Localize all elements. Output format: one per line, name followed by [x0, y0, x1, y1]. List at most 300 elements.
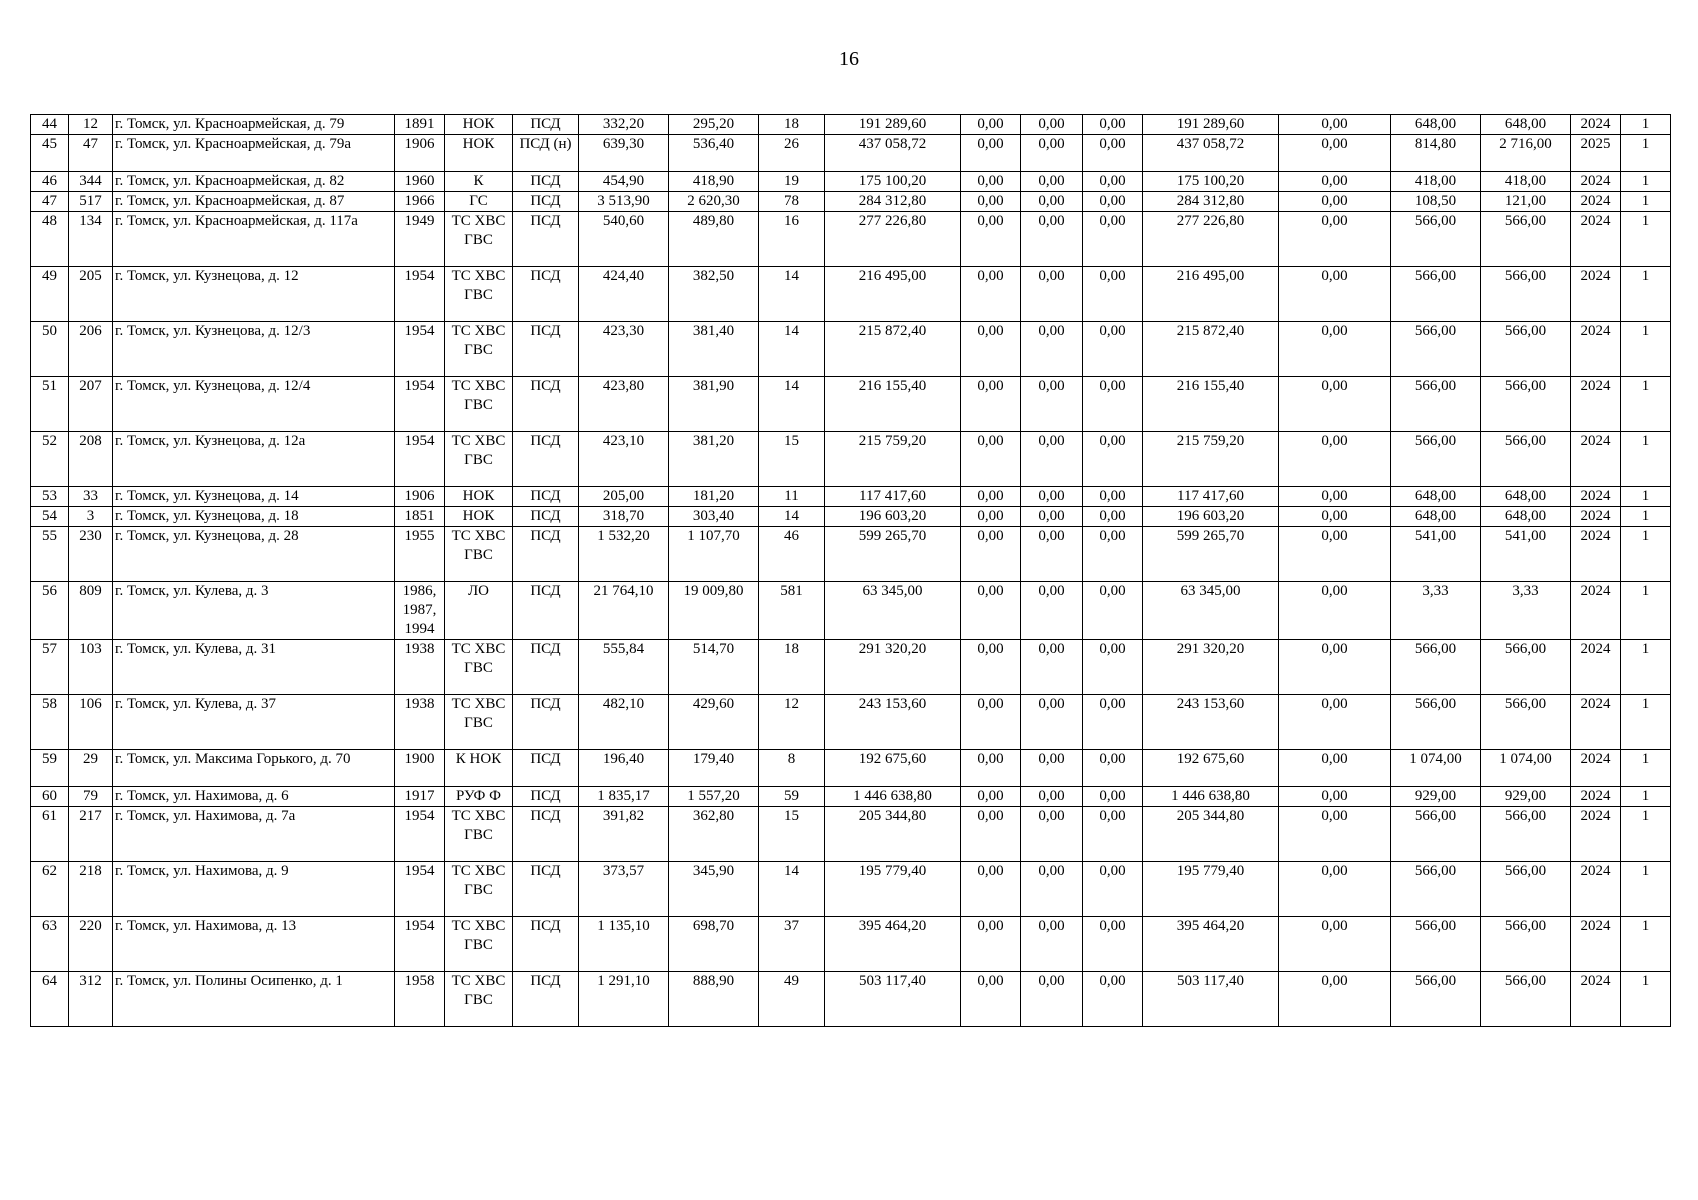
- residents-count: 26: [759, 135, 825, 172]
- table-row: [31, 487, 1671, 507]
- address: г. Томск, ул. Нахимова, д. 9: [113, 862, 395, 917]
- row-number: 50: [31, 322, 69, 377]
- unit-cost-1: 566,00: [1391, 807, 1481, 862]
- fund-3: 0,00: [1083, 115, 1143, 135]
- living-area: 418,90: [669, 172, 759, 192]
- address: г. Томск, ул. Красноармейская, д. 82: [113, 172, 395, 192]
- system-type: ТС ХВС ГВС: [445, 640, 513, 695]
- system-type: ТС ХВС ГВС: [445, 917, 513, 972]
- build-year: 1900: [395, 750, 445, 787]
- total-cost: 191 289,60: [825, 115, 961, 135]
- owner-funds: 191 289,60: [1143, 115, 1279, 135]
- document-type: ПСД: [513, 322, 579, 377]
- unit-cost-1: 814,80: [1391, 135, 1481, 172]
- system-type: ТС ХВС ГВС: [445, 807, 513, 862]
- document-type: ПСД: [513, 787, 579, 807]
- address: г. Томск, ул. Нахимова, д. 13: [113, 917, 395, 972]
- fund-4: 0,00: [1279, 192, 1391, 212]
- total-area: 1 532,20: [579, 527, 669, 582]
- plan-year: 2024: [1571, 972, 1621, 1027]
- residents-count: 11: [759, 487, 825, 507]
- build-year: 1954: [395, 917, 445, 972]
- table-row: [31, 582, 1671, 640]
- plan-year: 2024: [1571, 115, 1621, 135]
- total-cost: 63 345,00: [825, 582, 961, 640]
- row-number: 59: [31, 750, 69, 787]
- row-number: 51: [31, 377, 69, 432]
- living-area: 381,90: [669, 377, 759, 432]
- document-type: ПСД: [513, 267, 579, 322]
- plan-year: 2024: [1571, 917, 1621, 972]
- unit-cost-2: 566,00: [1481, 695, 1571, 750]
- total-area: 482,10: [579, 695, 669, 750]
- owner-funds: 215 872,40: [1143, 322, 1279, 377]
- plan-year: 2024: [1571, 695, 1621, 750]
- object-id: 809: [69, 582, 113, 640]
- build-year: 1954: [395, 862, 445, 917]
- owner-funds: 291 320,20: [1143, 640, 1279, 695]
- build-year: 1938: [395, 695, 445, 750]
- plan-year: 2024: [1571, 172, 1621, 192]
- fund-1: 0,00: [961, 507, 1021, 527]
- living-area: 19 009,80: [669, 582, 759, 640]
- fund-1: 0,00: [961, 527, 1021, 582]
- unit-cost-2: 566,00: [1481, 377, 1571, 432]
- fund-1: 0,00: [961, 135, 1021, 172]
- system-type: НОК: [445, 115, 513, 135]
- fund-3: 0,00: [1083, 750, 1143, 787]
- unit-cost-2: 566,00: [1481, 917, 1571, 972]
- plan-year: 2024: [1571, 212, 1621, 267]
- object-id: 12: [69, 115, 113, 135]
- residents-count: 14: [759, 862, 825, 917]
- build-year: 1955: [395, 527, 445, 582]
- unit-cost-1: 566,00: [1391, 432, 1481, 487]
- fund-4: 0,00: [1279, 527, 1391, 582]
- fund-1: 0,00: [961, 172, 1021, 192]
- fund-4: 0,00: [1279, 640, 1391, 695]
- unit-cost-1: 541,00: [1391, 527, 1481, 582]
- fund-4: 0,00: [1279, 917, 1391, 972]
- fund-4: 0,00: [1279, 172, 1391, 192]
- row-number: 56: [31, 582, 69, 640]
- fund-4: 0,00: [1279, 377, 1391, 432]
- fund-3: 0,00: [1083, 192, 1143, 212]
- total-area: 3 513,90: [579, 192, 669, 212]
- row-number: 58: [31, 695, 69, 750]
- plan-year: 2024: [1571, 432, 1621, 487]
- build-year: 1954: [395, 267, 445, 322]
- system-type: НОК: [445, 135, 513, 172]
- stage: 1: [1621, 212, 1671, 267]
- object-id: 47: [69, 135, 113, 172]
- table-row: [31, 172, 1671, 192]
- document-type: ПСД (н): [513, 135, 579, 172]
- row-number: 44: [31, 115, 69, 135]
- fund-4: 0,00: [1279, 750, 1391, 787]
- fund-2: 0,00: [1021, 695, 1083, 750]
- build-year: 1986, 1987, 1994: [395, 582, 445, 640]
- system-type: ТС ХВС ГВС: [445, 267, 513, 322]
- unit-cost-2: 566,00: [1481, 432, 1571, 487]
- address: г. Томск, ул. Красноармейская, д. 87: [113, 192, 395, 212]
- unit-cost-2: 121,00: [1481, 192, 1571, 212]
- fund-2: 0,00: [1021, 582, 1083, 640]
- total-area: 21 764,10: [579, 582, 669, 640]
- fund-2: 0,00: [1021, 432, 1083, 487]
- fund-4: 0,00: [1279, 432, 1391, 487]
- stage: 1: [1621, 527, 1671, 582]
- total-cost: 216 495,00: [825, 267, 961, 322]
- living-area: 489,80: [669, 212, 759, 267]
- row-number: 48: [31, 212, 69, 267]
- unit-cost-2: 566,00: [1481, 972, 1571, 1027]
- unit-cost-2: 541,00: [1481, 527, 1571, 582]
- table-row: [31, 640, 1671, 695]
- table-row: [31, 267, 1671, 322]
- object-id: 218: [69, 862, 113, 917]
- total-area: 1 135,10: [579, 917, 669, 972]
- object-id: 206: [69, 322, 113, 377]
- unit-cost-1: 566,00: [1391, 972, 1481, 1027]
- owner-funds: 192 675,60: [1143, 750, 1279, 787]
- unit-cost-2: 566,00: [1481, 322, 1571, 377]
- build-year: 1954: [395, 377, 445, 432]
- fund-2: 0,00: [1021, 212, 1083, 267]
- fund-3: 0,00: [1083, 172, 1143, 192]
- fund-1: 0,00: [961, 377, 1021, 432]
- fund-2: 0,00: [1021, 527, 1083, 582]
- total-area: 1 291,10: [579, 972, 669, 1027]
- total-area: 454,90: [579, 172, 669, 192]
- plan-year: 2024: [1571, 267, 1621, 322]
- fund-2: 0,00: [1021, 640, 1083, 695]
- fund-2: 0,00: [1021, 487, 1083, 507]
- fund-1: 0,00: [961, 192, 1021, 212]
- system-type: ТС ХВС ГВС: [445, 432, 513, 487]
- document-type: ПСД: [513, 972, 579, 1027]
- total-cost: 243 153,60: [825, 695, 961, 750]
- residents-count: 14: [759, 507, 825, 527]
- plan-year: 2024: [1571, 507, 1621, 527]
- unit-cost-1: 566,00: [1391, 377, 1481, 432]
- system-type: ЛО: [445, 582, 513, 640]
- object-id: 33: [69, 487, 113, 507]
- build-year: 1954: [395, 432, 445, 487]
- fund-1: 0,00: [961, 787, 1021, 807]
- document-type: ПСД: [513, 487, 579, 507]
- fund-3: 0,00: [1083, 807, 1143, 862]
- plan-year: 2024: [1571, 377, 1621, 432]
- stage: 1: [1621, 917, 1671, 972]
- unit-cost-2: 418,00: [1481, 172, 1571, 192]
- system-type: ТС ХВС ГВС: [445, 377, 513, 432]
- residents-count: 581: [759, 582, 825, 640]
- fund-2: 0,00: [1021, 192, 1083, 212]
- fund-1: 0,00: [961, 917, 1021, 972]
- fund-3: 0,00: [1083, 507, 1143, 527]
- living-area: 381,20: [669, 432, 759, 487]
- object-id: 217: [69, 807, 113, 862]
- address: г. Томск, ул. Кузнецова, д. 12: [113, 267, 395, 322]
- build-year: 1917: [395, 787, 445, 807]
- document-type: ПСД: [513, 917, 579, 972]
- address: г. Томск, ул. Кузнецова, д. 12а: [113, 432, 395, 487]
- total-area: 391,82: [579, 807, 669, 862]
- document-type: ПСД: [513, 695, 579, 750]
- unit-cost-2: 648,00: [1481, 487, 1571, 507]
- address: г. Томск, ул. Кузнецова, д. 18: [113, 507, 395, 527]
- owner-funds: 216 495,00: [1143, 267, 1279, 322]
- total-area: 424,40: [579, 267, 669, 322]
- fund-4: 0,00: [1279, 972, 1391, 1027]
- owner-funds: 503 117,40: [1143, 972, 1279, 1027]
- unit-cost-2: 1 074,00: [1481, 750, 1571, 787]
- address: г. Томск, ул. Нахимова, д. 7а: [113, 807, 395, 862]
- object-id: 106: [69, 695, 113, 750]
- stage: 1: [1621, 582, 1671, 640]
- table-row: [31, 807, 1671, 862]
- stage: 1: [1621, 192, 1671, 212]
- residents-count: 18: [759, 115, 825, 135]
- residents-count: 8: [759, 750, 825, 787]
- row-number: 63: [31, 917, 69, 972]
- plan-year: 2024: [1571, 862, 1621, 917]
- table-row: [31, 115, 1671, 135]
- fund-2: 0,00: [1021, 115, 1083, 135]
- fund-2: 0,00: [1021, 135, 1083, 172]
- residents-count: 12: [759, 695, 825, 750]
- plan-year: 2024: [1571, 322, 1621, 377]
- total-area: 423,10: [579, 432, 669, 487]
- plan-year: 2024: [1571, 192, 1621, 212]
- table-row: [31, 862, 1671, 917]
- fund-4: 0,00: [1279, 487, 1391, 507]
- row-number: 60: [31, 787, 69, 807]
- owner-funds: 437 058,72: [1143, 135, 1279, 172]
- fund-1: 0,00: [961, 115, 1021, 135]
- unit-cost-1: 566,00: [1391, 862, 1481, 917]
- stage: 1: [1621, 377, 1671, 432]
- fund-3: 0,00: [1083, 787, 1143, 807]
- fund-4: 0,00: [1279, 507, 1391, 527]
- fund-2: 0,00: [1021, 507, 1083, 527]
- row-number: 47: [31, 192, 69, 212]
- fund-4: 0,00: [1279, 807, 1391, 862]
- address: г. Томск, ул. Максима Горького, д. 70: [113, 750, 395, 787]
- address: г. Томск, ул. Полины Осипенко, д. 1: [113, 972, 395, 1027]
- unit-cost-1: 566,00: [1391, 695, 1481, 750]
- unit-cost-1: 566,00: [1391, 212, 1481, 267]
- fund-3: 0,00: [1083, 695, 1143, 750]
- total-cost: 215 759,20: [825, 432, 961, 487]
- total-area: 205,00: [579, 487, 669, 507]
- unit-cost-2: 566,00: [1481, 267, 1571, 322]
- fund-4: 0,00: [1279, 862, 1391, 917]
- document-type: ПСД: [513, 377, 579, 432]
- document-type: ПСД: [513, 582, 579, 640]
- document-type: ПСД: [513, 640, 579, 695]
- living-area: 514,70: [669, 640, 759, 695]
- system-type: ТС ХВС ГВС: [445, 972, 513, 1027]
- total-cost: 215 872,40: [825, 322, 961, 377]
- row-number: 53: [31, 487, 69, 507]
- residents-count: 15: [759, 807, 825, 862]
- total-area: 639,30: [579, 135, 669, 172]
- total-cost: 284 312,80: [825, 192, 961, 212]
- living-area: 303,40: [669, 507, 759, 527]
- plan-year: 2024: [1571, 787, 1621, 807]
- stage: 1: [1621, 172, 1671, 192]
- total-area: 318,70: [579, 507, 669, 527]
- fund-3: 0,00: [1083, 862, 1143, 917]
- living-area: 381,40: [669, 322, 759, 377]
- system-type: К НОК: [445, 750, 513, 787]
- fund-3: 0,00: [1083, 377, 1143, 432]
- stage: 1: [1621, 432, 1671, 487]
- object-id: 312: [69, 972, 113, 1027]
- residents-count: 49: [759, 972, 825, 1027]
- plan-year: 2025: [1571, 135, 1621, 172]
- address: г. Томск, ул. Кузнецова, д. 12/3: [113, 322, 395, 377]
- fund-1: 0,00: [961, 862, 1021, 917]
- address: г. Томск, ул. Нахимова, д. 6: [113, 787, 395, 807]
- owner-funds: 395 464,20: [1143, 917, 1279, 972]
- system-type: НОК: [445, 507, 513, 527]
- system-type: ТС ХВС ГВС: [445, 527, 513, 582]
- unit-cost-1: 648,00: [1391, 115, 1481, 135]
- address: г. Томск, ул. Красноармейская, д. 79: [113, 115, 395, 135]
- address: г. Томск, ул. Кузнецова, д. 12/4: [113, 377, 395, 432]
- table-row: [31, 750, 1671, 787]
- fund-1: 0,00: [961, 640, 1021, 695]
- living-area: 888,90: [669, 972, 759, 1027]
- row-number: 62: [31, 862, 69, 917]
- fund-4: 0,00: [1279, 322, 1391, 377]
- plan-year: 2024: [1571, 807, 1621, 862]
- residents-count: 78: [759, 192, 825, 212]
- living-area: 295,20: [669, 115, 759, 135]
- owner-funds: 277 226,80: [1143, 212, 1279, 267]
- living-area: 698,70: [669, 917, 759, 972]
- fund-3: 0,00: [1083, 640, 1143, 695]
- residents-count: 19: [759, 172, 825, 192]
- total-area: 1 835,17: [579, 787, 669, 807]
- build-year: 1851: [395, 507, 445, 527]
- system-type: ТС ХВС ГВС: [445, 862, 513, 917]
- total-area: 423,80: [579, 377, 669, 432]
- owner-funds: 205 344,80: [1143, 807, 1279, 862]
- build-year: 1891: [395, 115, 445, 135]
- address: г. Томск, ул. Кулева, д. 37: [113, 695, 395, 750]
- living-area: 1 107,70: [669, 527, 759, 582]
- document-type: ПСД: [513, 750, 579, 787]
- unit-cost-1: 3,33: [1391, 582, 1481, 640]
- fund-4: 0,00: [1279, 135, 1391, 172]
- row-number: 49: [31, 267, 69, 322]
- build-year: 1938: [395, 640, 445, 695]
- fund-2: 0,00: [1021, 787, 1083, 807]
- unit-cost-2: 566,00: [1481, 212, 1571, 267]
- fund-1: 0,00: [961, 807, 1021, 862]
- fund-2: 0,00: [1021, 322, 1083, 377]
- plan-year: 2024: [1571, 640, 1621, 695]
- stage: 1: [1621, 322, 1671, 377]
- stage: 1: [1621, 695, 1671, 750]
- address: г. Томск, ул. Кузнецова, д. 28: [113, 527, 395, 582]
- fund-2: 0,00: [1021, 862, 1083, 917]
- living-area: 181,20: [669, 487, 759, 507]
- object-id: 79: [69, 787, 113, 807]
- stage: 1: [1621, 972, 1671, 1027]
- unit-cost-1: 108,50: [1391, 192, 1481, 212]
- fund-4: 0,00: [1279, 267, 1391, 322]
- fund-2: 0,00: [1021, 377, 1083, 432]
- row-number: 64: [31, 972, 69, 1027]
- residents-count: 46: [759, 527, 825, 582]
- residents-count: 14: [759, 322, 825, 377]
- fund-1: 0,00: [961, 972, 1021, 1027]
- build-year: 1906: [395, 487, 445, 507]
- fund-4: 0,00: [1279, 115, 1391, 135]
- total-cost: 205 344,80: [825, 807, 961, 862]
- fund-4: 0,00: [1279, 582, 1391, 640]
- living-area: 2 620,30: [669, 192, 759, 212]
- total-cost: 216 155,40: [825, 377, 961, 432]
- table-row: [31, 192, 1671, 212]
- object-id: 134: [69, 212, 113, 267]
- stage: 1: [1621, 862, 1671, 917]
- fund-2: 0,00: [1021, 807, 1083, 862]
- total-cost: 117 417,60: [825, 487, 961, 507]
- unit-cost-2: 566,00: [1481, 640, 1571, 695]
- residents-count: 14: [759, 267, 825, 322]
- total-cost: 277 226,80: [825, 212, 961, 267]
- total-area: 332,20: [579, 115, 669, 135]
- unit-cost-1: 566,00: [1391, 640, 1481, 695]
- table-row: [31, 507, 1671, 527]
- document-type: ПСД: [513, 807, 579, 862]
- system-type: РУФ Ф: [445, 787, 513, 807]
- build-year: 1949: [395, 212, 445, 267]
- owner-funds: 1 446 638,80: [1143, 787, 1279, 807]
- total-cost: 503 117,40: [825, 972, 961, 1027]
- table-row: [31, 787, 1671, 807]
- plan-year: 2024: [1571, 582, 1621, 640]
- fund-1: 0,00: [961, 267, 1021, 322]
- total-area: 196,40: [579, 750, 669, 787]
- fund-3: 0,00: [1083, 267, 1143, 322]
- living-area: 536,40: [669, 135, 759, 172]
- address: г. Томск, ул. Кулева, д. 31: [113, 640, 395, 695]
- fund-2: 0,00: [1021, 267, 1083, 322]
- table-row: [31, 972, 1671, 1027]
- object-id: 517: [69, 192, 113, 212]
- living-area: 382,50: [669, 267, 759, 322]
- system-type: ТС ХВС ГВС: [445, 695, 513, 750]
- total-cost: 192 675,60: [825, 750, 961, 787]
- fund-4: 0,00: [1279, 695, 1391, 750]
- fund-3: 0,00: [1083, 917, 1143, 972]
- document-type: ПСД: [513, 862, 579, 917]
- owner-funds: 599 265,70: [1143, 527, 1279, 582]
- table-row: [31, 322, 1671, 377]
- object-id: 344: [69, 172, 113, 192]
- plan-year: 2024: [1571, 750, 1621, 787]
- fund-1: 0,00: [961, 487, 1021, 507]
- living-area: 362,80: [669, 807, 759, 862]
- total-cost: 437 058,72: [825, 135, 961, 172]
